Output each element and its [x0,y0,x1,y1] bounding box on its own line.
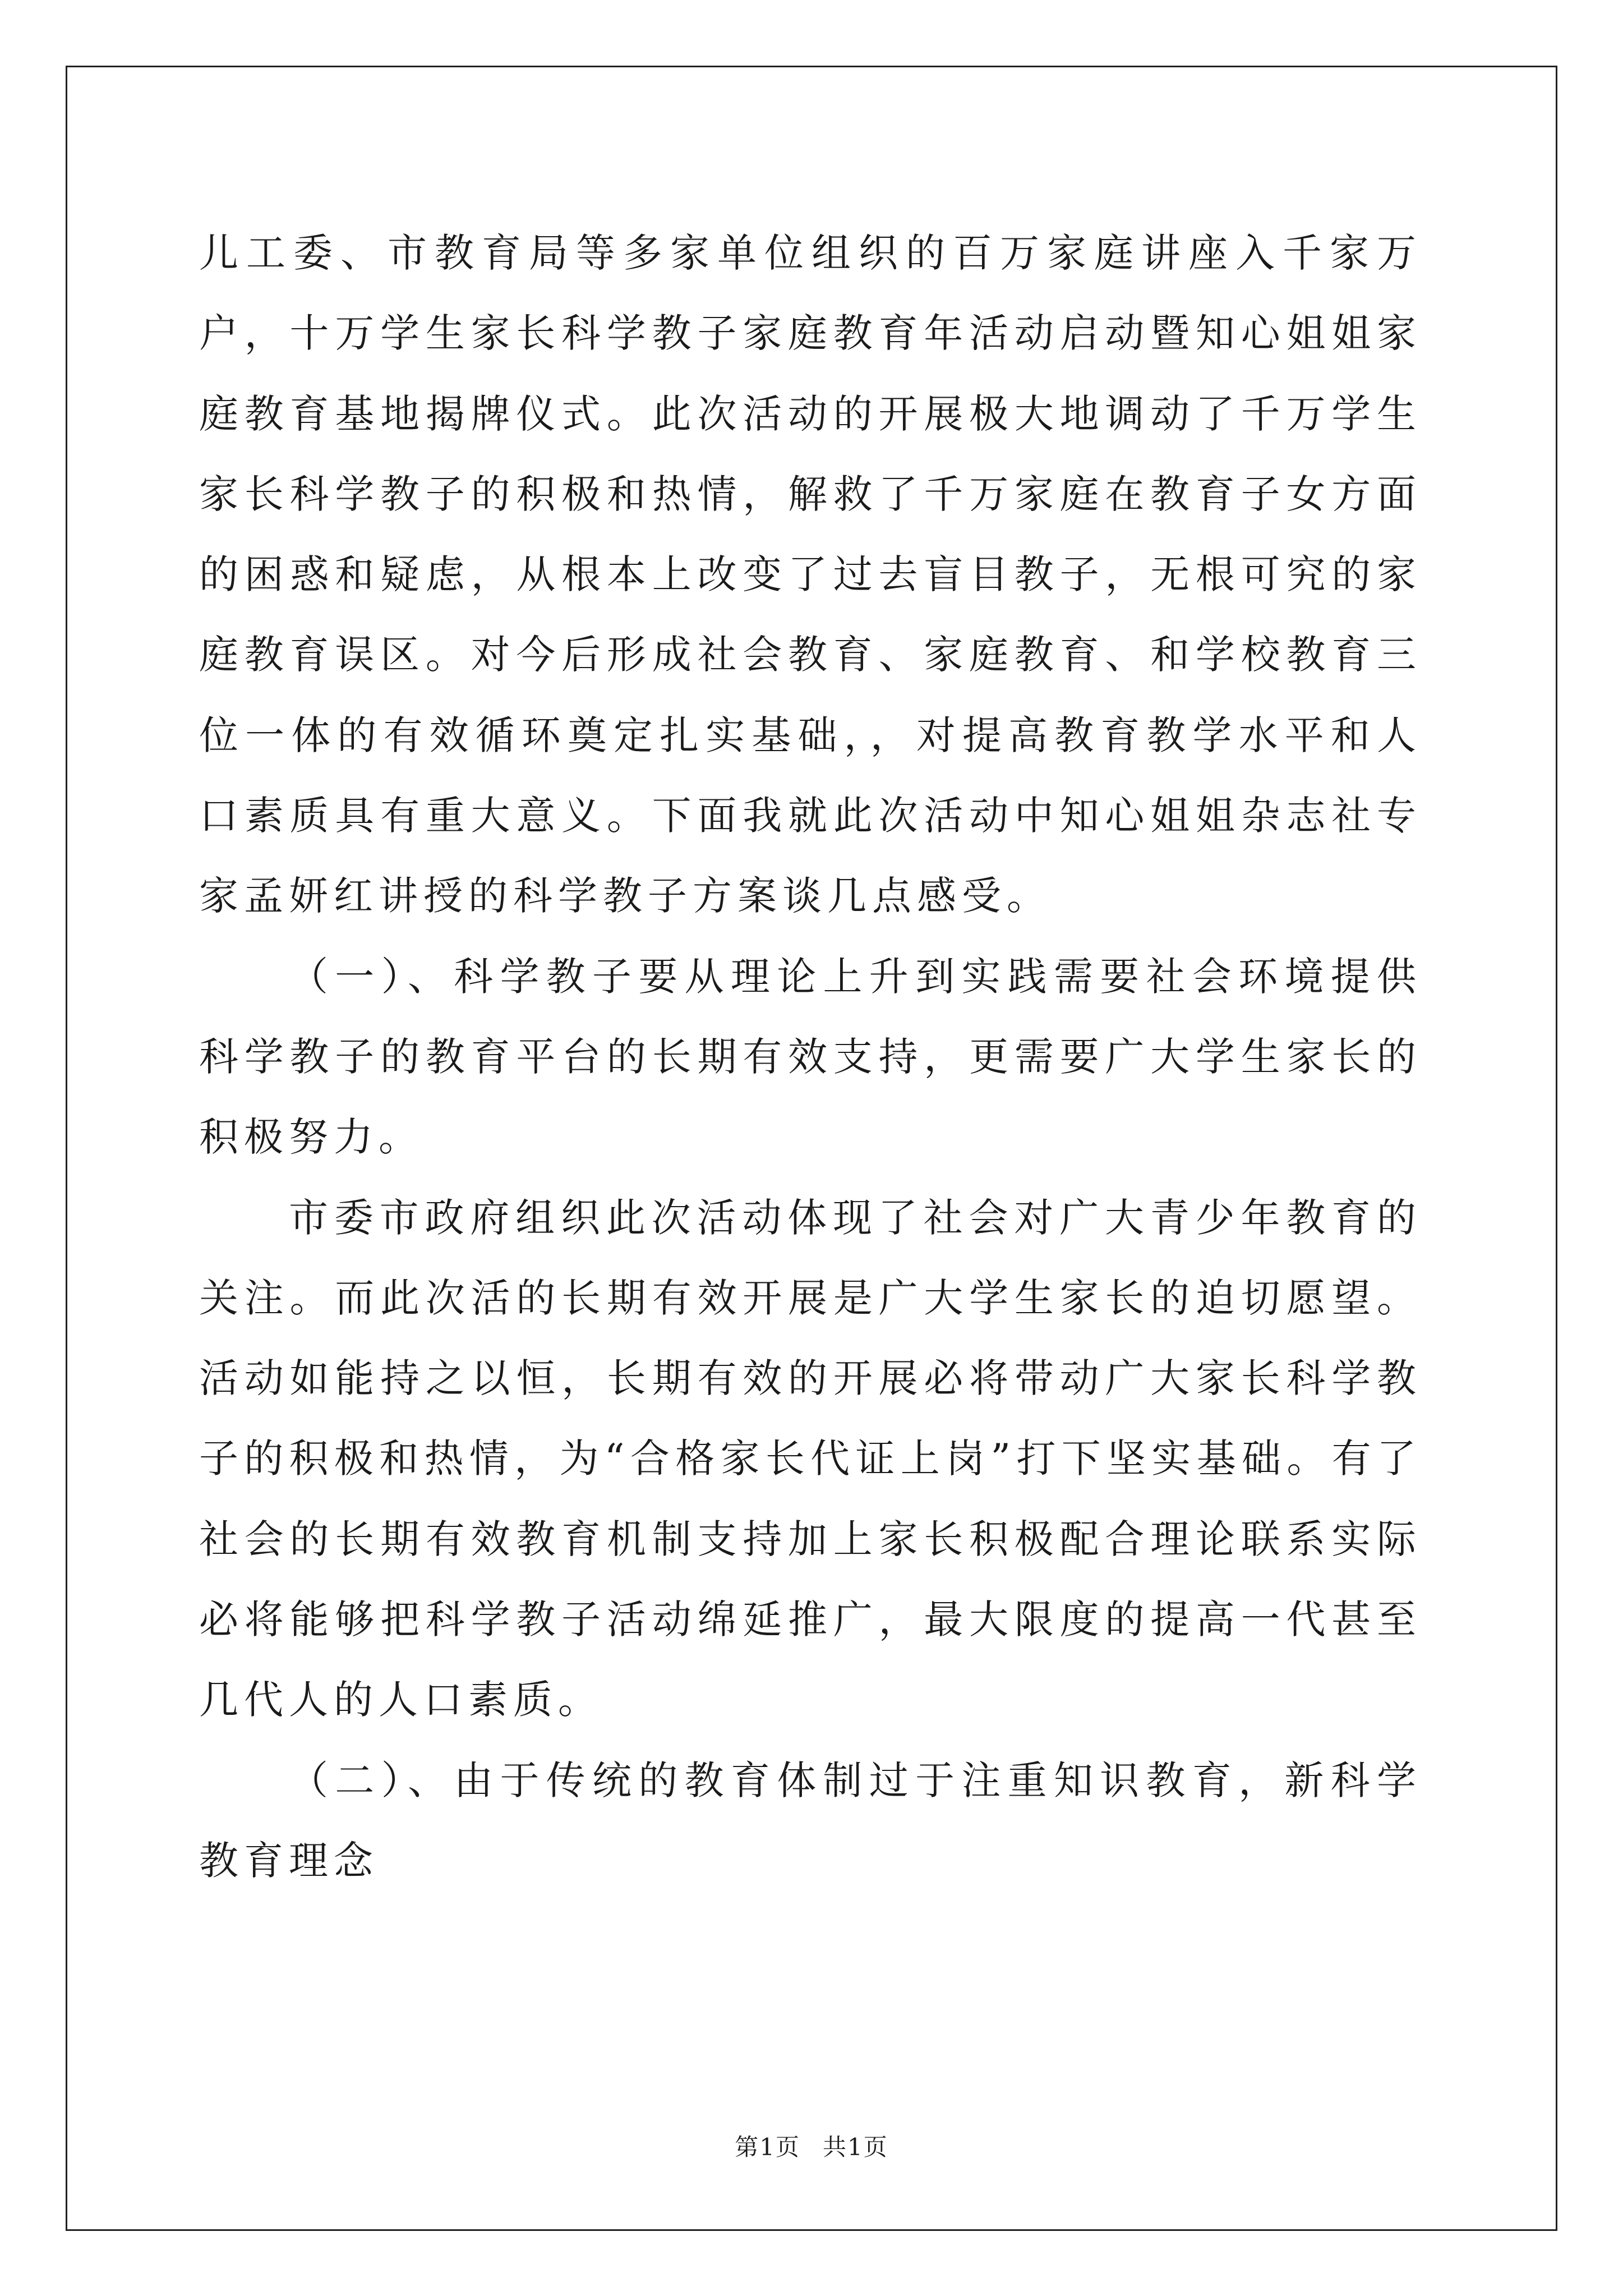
paragraph-section-two-heading: （二）、由于传统的教育体制过于注重知识教育，新科学教育理念 [199,1757,1422,1884]
page-footer [0,2129,1623,2162]
paragraph-section-one-body: 市委市政府组织此次活动体现了社会对广大青少年教育的关注。而此次活的长期有效开展是广大学生家长的迫切愿望。活动如能持之以恒，长期有效的开展必将带动广大家长科学教子的积极和热情，为“合格家长代证上岗”打下坚实基础。有了社会的长期有效教育机制支持加上家长积极配合理论联系实际必将能够把科学教子活动绵延推广，最大限度的提高一代甚至几代人的人口素质。 [199,1194,1422,1723]
paragraph-section-one-heading: （一）、科学教子要从理论上升到实践需要社会环境提供科学教子的教育平台的长期有效支持，更需要广大学生家长的积极努力。 [199,953,1422,1161]
document-body [199,213,1422,1901]
paragraph-intro: 儿工委、市教育局等多家单位组织的百万家庭讲座入千家万户，十万学生家长科学教子家庭教育年活动启动暨知心姐姐家庭教育基地揭牌仪式。此次活动的开展极大地调动了千万学生家长科学教子的积极和热情，解救了千万家庭在教育子女方面的困惑和疑虑，从根本上改变了过去盲目教子，无根可究的家庭教育误区。对今后形成社会教育、家庭教育、和学校教育三位一体的有效循环奠定扎实基础，，对提高教育教学水平和人口素质具有重大意义。下面我就此次活动中知心姐姐杂志社专家孟妍红讲授的科学教子方案谈几点感受。 [199,230,1422,919]
page-number: 第1页 [735,2133,800,2161]
page-total: 共1页 [823,2133,888,2161]
